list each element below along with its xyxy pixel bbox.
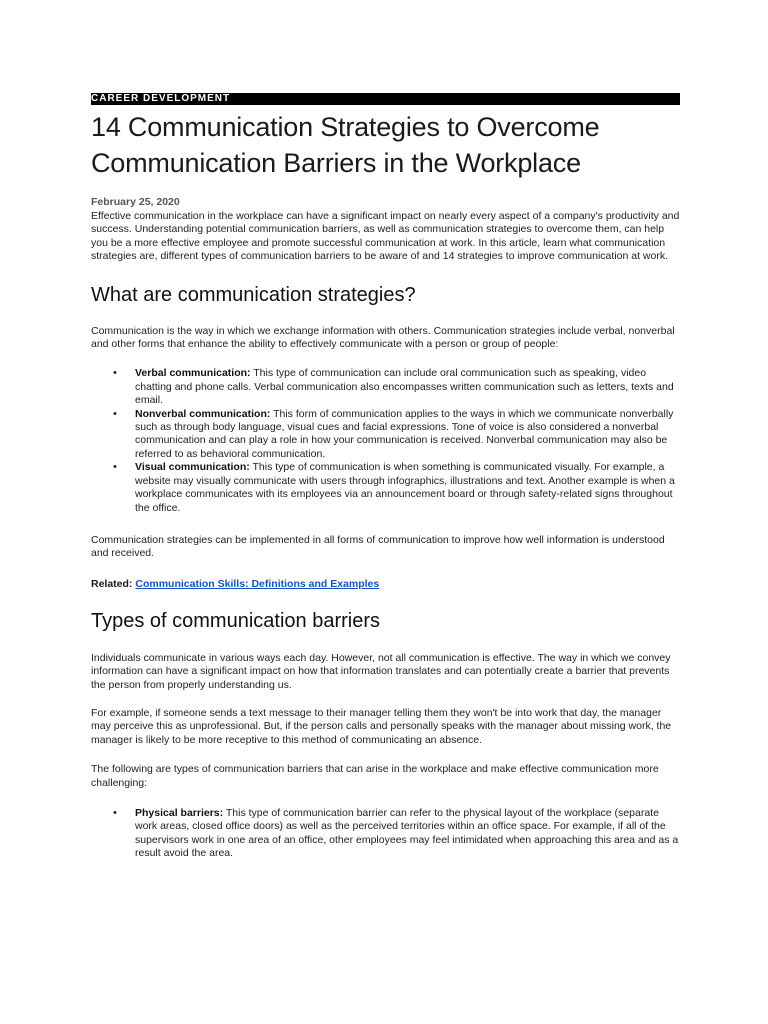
- category-label: CAREER DEVELOPMENT: [91, 93, 680, 105]
- list-item-text: This type of communication is when something is communicated visually. For example, a website may visually communicate with users through infographics, illustrations and text. Another example is when a workplace communicates with its employees via an announcement board or through safety-related signs throughout the office.: [135, 461, 675, 514]
- related-line: [91, 578, 681, 591]
- list-item-term: Verbal communication:: [135, 367, 251, 380]
- list-item: [91, 367, 681, 407]
- strategies-paragraph: Communication is the way in which we exchange information with others. Communication strategies include verbal, nonverbal and other forms that enhance the ability to effectively communicate with a person or group of people:: [91, 324, 675, 351]
- list-item: [91, 461, 681, 515]
- section-heading-strategies: What are communication strategies?: [91, 283, 416, 306]
- intro-paragraph: Effective communication in the workplace can have a significant impact on nearly every aspect of a company's productivity and success. Understanding potential communication barriers, as well as communication strategies to overcome them, can help you be a more effective employee and promote successful communication at work. In this article, learn what communication strategies are, different types of communication barriers to be aware of and 14 strategies to improve communication at work.: [91, 210, 680, 263]
- related-link[interactable]: Communication Skills: Definitions and Examples: [135, 577, 380, 590]
- list-item: [91, 807, 681, 861]
- bullet-icon: •: [113, 367, 117, 380]
- list-item-term: Nonverbal communication:: [135, 407, 271, 420]
- bullet-icon: •: [113, 461, 117, 474]
- publish-date: February 25, 2020: [91, 196, 180, 208]
- strategies-list: [91, 367, 681, 514]
- list-item-term: Physical barriers:: [135, 806, 224, 819]
- bullet-icon: •: [113, 806, 117, 819]
- list-item-text: This type of communication can include oral communication such as speaking, video chatting and phone calls. Verbal communication also encompasses written communication such as letters, texts and email.: [135, 367, 674, 407]
- barriers-paragraph-3: The following are types of communication barriers that can arise in the workplace and make effective communication more challenging:: [91, 763, 659, 789]
- list-item: [91, 408, 681, 462]
- page-title: 14 Communication Strategies to Overcome Communication Barriers in the Workplace: [91, 112, 600, 178]
- barriers-list: [91, 807, 681, 861]
- barriers-paragraph-1: Individuals communicate in various ways each day. However, not all communication is effective. The way in which we convey information can have a significant impact on how that information translates and can potentially create a barrier that prevents the person from properly understanding us.: [91, 651, 671, 691]
- strategies-closing-paragraph: Communication strategies can be implemented in all forms of communication to improve how well information is understood and received.: [91, 533, 665, 560]
- barriers-paragraph-2: For example, if someone sends a text message to their manager telling them they won't be into work that day, the manager may perceive this as unprofessional. But, if the person calls and personally speaks with the manager about missing work, the manager is likely to be more receptive to this method of communicating an absence.: [91, 706, 672, 746]
- list-item-text: This type of communication barrier can refer to the physical layout of the workplace (separate work areas, closed office doors) as well as the perceived territories within an office space. For example, if all of the supervisors work in one area of an office, other employees may feel intimidated when approaching this area and as a result avoid the area.: [135, 806, 679, 860]
- article: [91, 93, 681, 861]
- list-item-text: This form of communication applies to the ways in which we communicate nonverbally such as through body language, visual cues and facial expressions. Tone of voice is also considered a nonverbal communication and can play a role in how your communication is received. Nonverbal communication may also be referred to as behavioral communication.: [135, 407, 674, 460]
- related-label: Related:: [91, 577, 133, 590]
- list-item-term: Visual communication:: [135, 461, 250, 474]
- bullet-icon: •: [113, 407, 117, 420]
- section-heading-barriers: Types of communication barriers: [91, 609, 381, 632]
